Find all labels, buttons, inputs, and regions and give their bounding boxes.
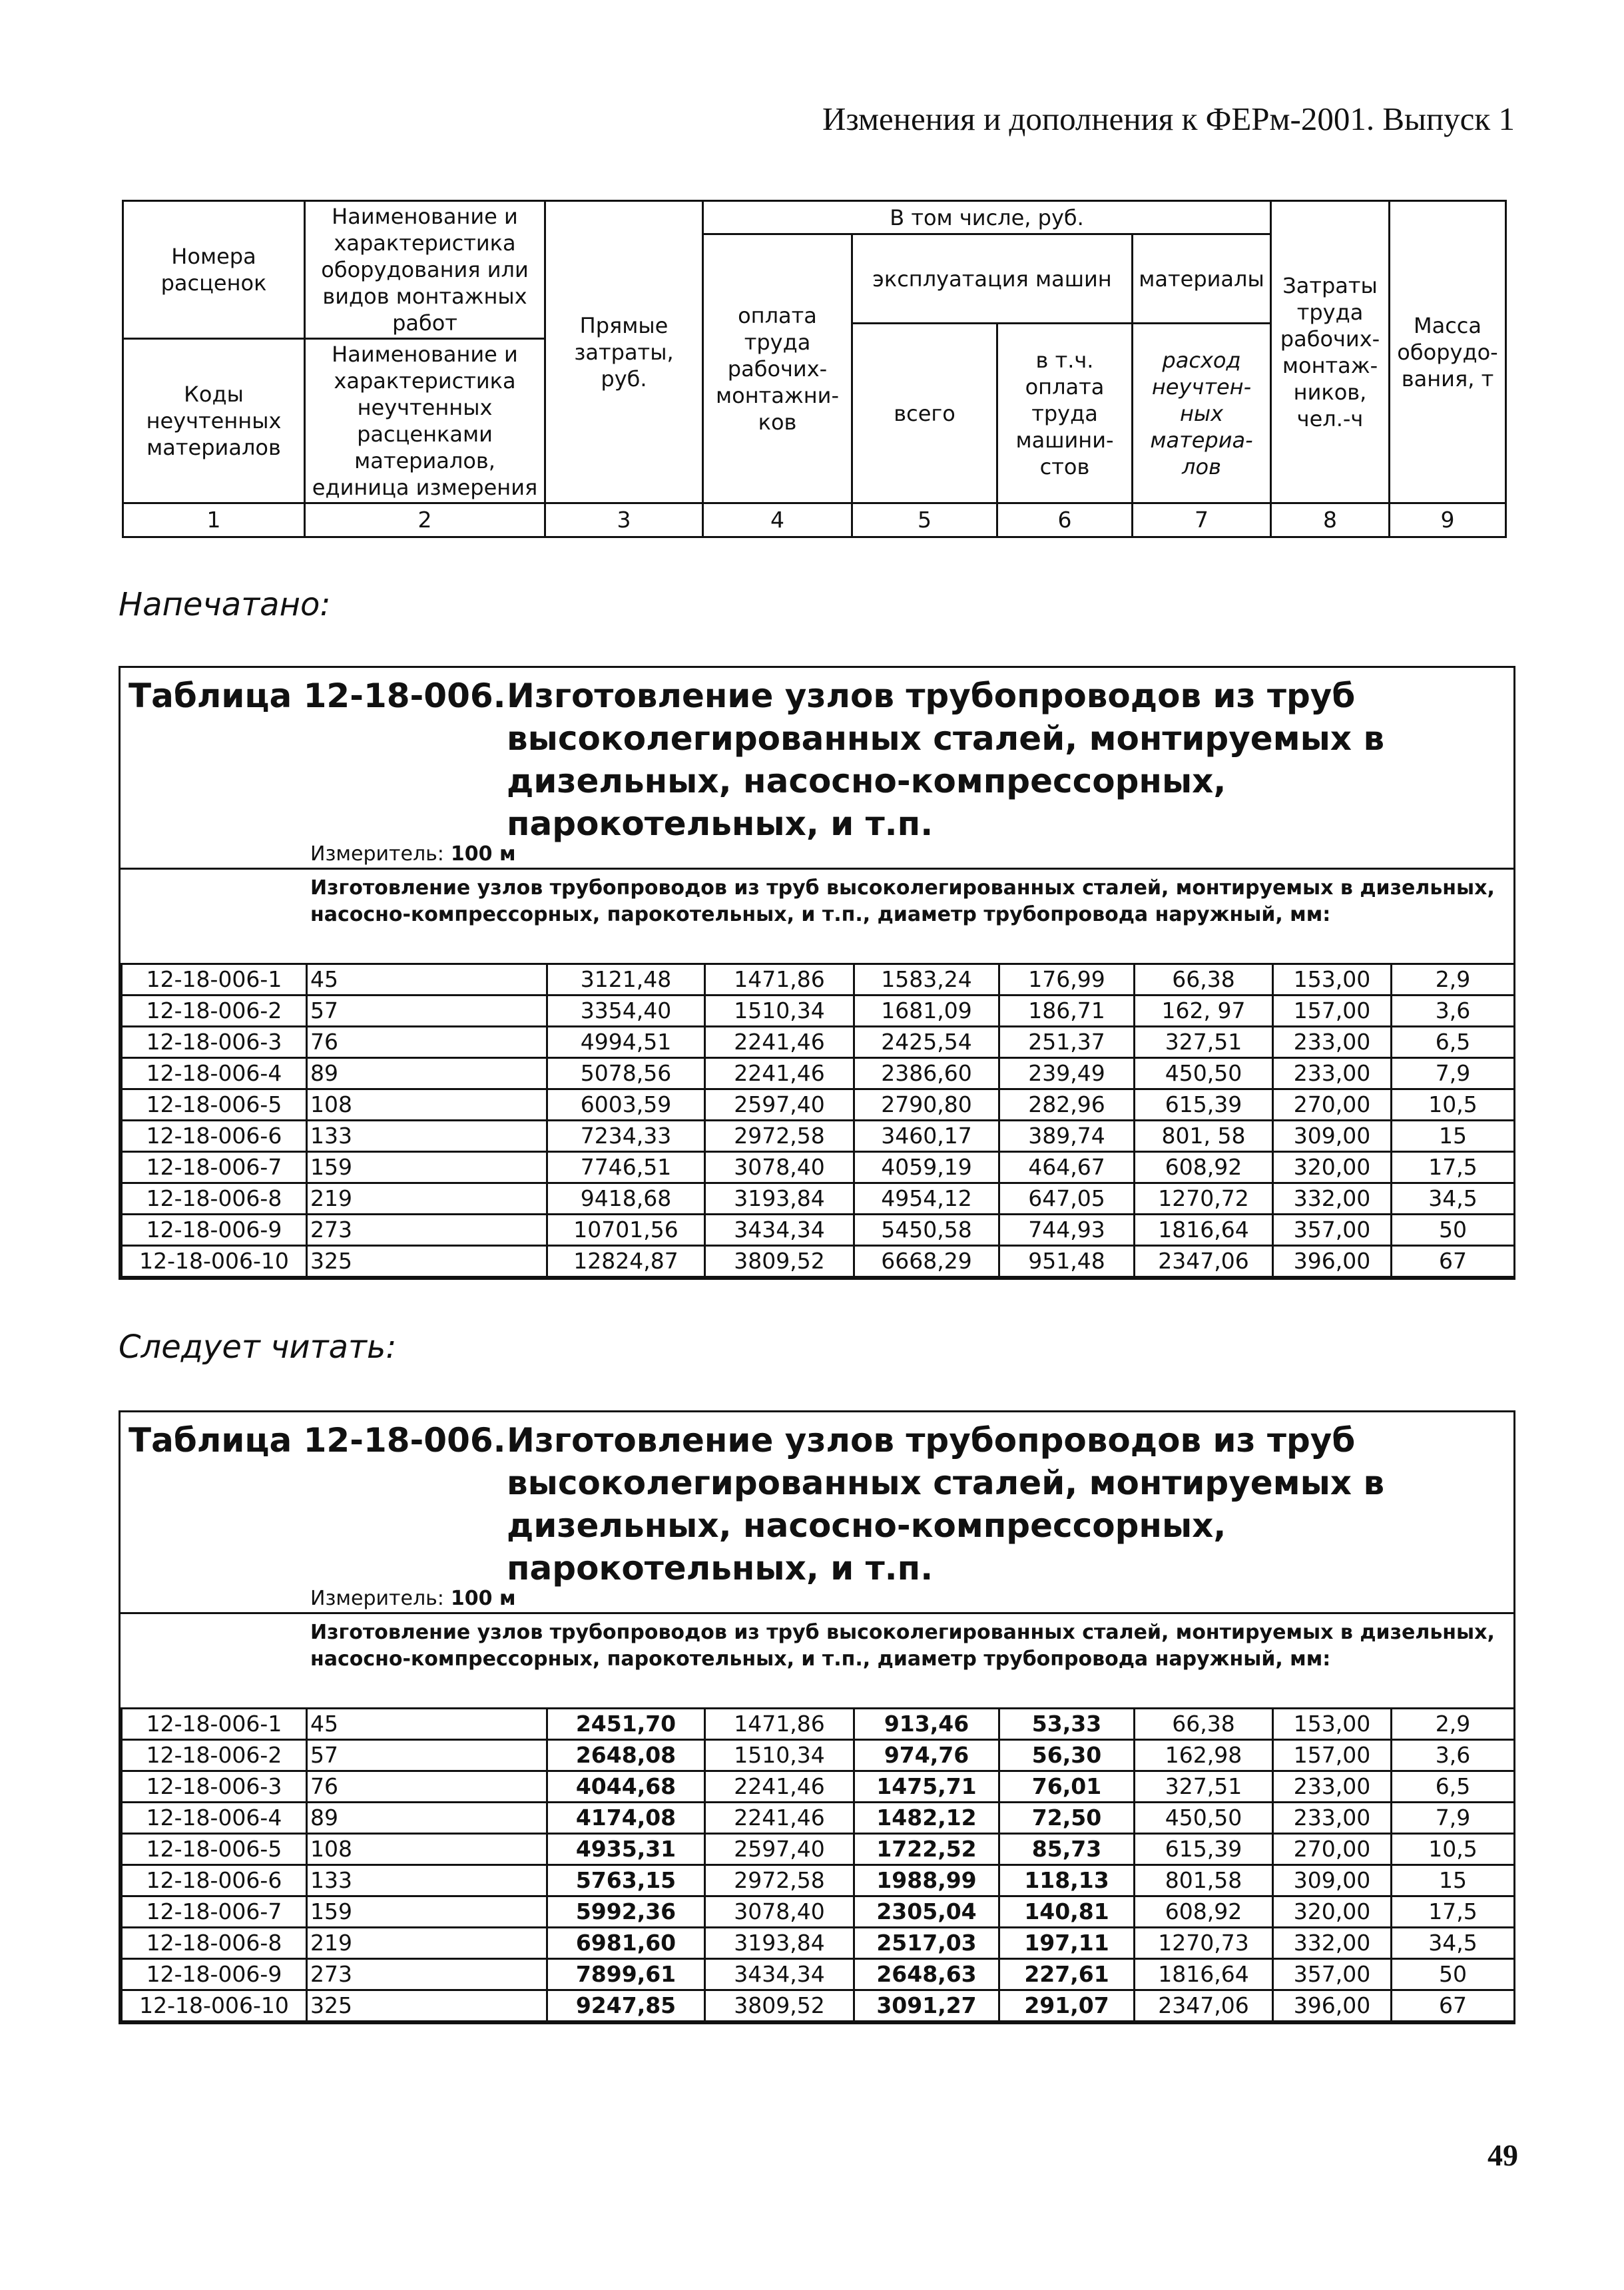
table-cell: 282,96 (999, 1089, 1135, 1121)
table-cell: 5450,58 (854, 1215, 999, 1246)
column-number: 8 (1271, 503, 1390, 537)
table-cell: 2648,08 (547, 1740, 705, 1771)
table-cell: 1471,86 (705, 1709, 854, 1740)
table-cell: 389,74 (999, 1121, 1135, 1152)
table-cell: 357,00 (1273, 1959, 1392, 1990)
header-machines: эксплуатация машин (852, 234, 1133, 324)
table-cell: 273 (307, 1215, 547, 1246)
table-row (122, 1990, 1515, 2022)
table-cell: 66,38 (1135, 1709, 1273, 1740)
printed-table (119, 666, 1515, 1280)
table-cell: 15 (1392, 1865, 1515, 1896)
table-cell: 309,00 (1273, 1121, 1392, 1152)
table-cell: 5078,56 (547, 1058, 705, 1089)
header-labor-hours: Затраты труда рабочих-монтаж-ников, чел.-ч (1271, 201, 1390, 503)
table-cell: 72,50 (999, 1803, 1135, 1834)
column-number: 2 (305, 503, 545, 537)
printed-rows-table (121, 963, 1515, 1278)
measure-value: 100 м (450, 1587, 516, 1610)
table-cell: 2425,54 (854, 1027, 999, 1058)
table-cell: 34,5 (1392, 1183, 1515, 1215)
table-cell: 3,6 (1392, 1740, 1515, 1771)
table-cell: 273 (307, 1959, 547, 1990)
table-cell: 9247,85 (547, 1990, 705, 2022)
table-cell: 197,11 (999, 1928, 1135, 1959)
table-cell: 1681,09 (854, 996, 999, 1027)
table-cell: 12-18-006-5 (122, 1089, 307, 1121)
table-cell: 12-18-006-2 (122, 996, 307, 1027)
table-cell: 608,92 (1135, 1152, 1273, 1183)
table-cell: 34,5 (1392, 1928, 1515, 1959)
table-cell: 57 (307, 1740, 547, 1771)
table-cell: 3078,40 (705, 1896, 854, 1928)
table-cell: 2972,58 (705, 1121, 854, 1152)
table-row (122, 996, 1515, 1027)
table-cell: 320,00 (1273, 1152, 1392, 1183)
table-cell: 464,67 (999, 1152, 1135, 1183)
table-cell: 2241,46 (705, 1803, 854, 1834)
table-cell: 4954,12 (854, 1183, 999, 1215)
table-cell: 2347,06 (1135, 1990, 1273, 2022)
table-cell: 10,5 (1392, 1834, 1515, 1865)
table-row (122, 1834, 1515, 1865)
table-cell: 1510,34 (705, 1740, 854, 1771)
table-cell: 219 (307, 1928, 547, 1959)
table-cell: 45 (307, 964, 547, 996)
table-title-body: Изготовление узлов трубопроводов из труб высоколегированных сталей, монтируемых в дизельных, насосно-компрессорных, парокотельных, и т.п. (507, 677, 1385, 843)
table-cell: 1270,73 (1135, 1928, 1273, 1959)
group-heading (121, 1612, 1513, 1707)
table-cell: 2386,60 (854, 1058, 999, 1089)
group-heading-text: Изготовление узлов трубопроводов из труб высоколегированных сталей, монтируемых в дизельных, насосно-компрессорных, парокотельных, и т.п., диаметр трубопровода наружный, мм: (310, 1621, 1495, 1671)
table-cell: 233,00 (1273, 1058, 1392, 1089)
table-title-prefix: Таблица 12-18-006. (129, 677, 506, 715)
table-cell: 450,50 (1135, 1803, 1273, 1834)
table-cell: 325 (307, 1990, 547, 2022)
table-cell: 53,33 (999, 1709, 1135, 1740)
table-cell: 12824,87 (547, 1246, 705, 1277)
table-cell: 1583,24 (854, 964, 999, 996)
table-cell: 1471,86 (705, 964, 854, 996)
table-cell: 1482,12 (854, 1803, 999, 1834)
table-cell: 153,00 (1273, 964, 1392, 996)
table-cell: 320,00 (1273, 1896, 1392, 1928)
table-cell: 2648,63 (854, 1959, 999, 1990)
column-number: 3 (545, 503, 703, 537)
corrected-table-title (121, 1412, 1513, 1612)
table-cell: 309,00 (1273, 1865, 1392, 1896)
table-cell: 1816,64 (1135, 1215, 1273, 1246)
table-cell: 50 (1392, 1959, 1515, 1990)
table-title-prefix: Таблица 12-18-006. (129, 1421, 506, 1460)
table-cell: 9418,68 (547, 1183, 705, 1215)
header-materials: материалы (1133, 234, 1271, 324)
table-cell: 4994,51 (547, 1027, 705, 1058)
table-cell: 5992,36 (547, 1896, 705, 1928)
table-row (122, 1740, 1515, 1771)
table-cell: 251,37 (999, 1027, 1135, 1058)
table-cell: 7899,61 (547, 1959, 705, 1990)
table-cell: 327,51 (1135, 1771, 1273, 1803)
table-cell: 10701,56 (547, 1215, 705, 1246)
table-cell: 12-18-006-1 (122, 1709, 307, 1740)
table-cell: 50 (1392, 1215, 1515, 1246)
table-cell: 270,00 (1273, 1834, 1392, 1865)
table-cell: 3091,27 (854, 1990, 999, 2022)
table-row (122, 1152, 1515, 1183)
table-row (122, 964, 1515, 996)
table-cell: 332,00 (1273, 1928, 1392, 1959)
table-cell: 6003,59 (547, 1089, 705, 1121)
table-cell: 12-18-006-4 (122, 1803, 307, 1834)
corrected-table (119, 1410, 1515, 2024)
table-cell: 4174,08 (547, 1803, 705, 1834)
header-materials-usage: расход неучтен-ных материа-лов (1133, 324, 1271, 503)
table-cell: 108 (307, 1834, 547, 1865)
header-machines-total: всего (852, 324, 997, 503)
column-number: 4 (703, 503, 852, 537)
table-cell: 162,98 (1135, 1740, 1273, 1771)
table-row (122, 1183, 1515, 1215)
table-cell: 186,71 (999, 996, 1135, 1027)
table-cell: 2241,46 (705, 1058, 854, 1089)
table-cell: 159 (307, 1152, 547, 1183)
table-cell: 7,9 (1392, 1803, 1515, 1834)
table-cell: 17,5 (1392, 1152, 1515, 1183)
header-machinist-pay: в т.ч. оплата труда машини-стов (997, 324, 1133, 503)
table-cell: 647,05 (999, 1183, 1135, 1215)
table-cell: 450,50 (1135, 1058, 1273, 1089)
table-cell: 239,49 (999, 1058, 1135, 1089)
header-in-total: В том числе, руб. (703, 201, 1271, 234)
header-direct-costs: Прямые затраты, руб. (545, 201, 703, 503)
table-cell: 1510,34 (705, 996, 854, 1027)
table-cell: 56,30 (999, 1740, 1135, 1771)
table-cell: 133 (307, 1865, 547, 1896)
table-cell: 357,00 (1273, 1215, 1392, 1246)
table-cell: 12-18-006-7 (122, 1152, 307, 1183)
table-cell: 270,00 (1273, 1089, 1392, 1121)
table-cell: 12-18-006-7 (122, 1896, 307, 1928)
table-cell: 1816,64 (1135, 1959, 1273, 1990)
table-cell: 17,5 (1392, 1896, 1515, 1928)
table-cell: 12-18-006-3 (122, 1027, 307, 1058)
table-cell: 2597,40 (705, 1089, 854, 1121)
table-cell: 913,46 (854, 1709, 999, 1740)
table-cell: 89 (307, 1803, 547, 1834)
table-cell: 801, 58 (1135, 1121, 1273, 1152)
table-cell: 85,73 (999, 1834, 1135, 1865)
table-cell: 325 (307, 1246, 547, 1277)
table-cell: 118,13 (999, 1865, 1135, 1896)
table-cell: 1722,52 (854, 1834, 999, 1865)
table-cell: 67 (1392, 1990, 1515, 2022)
table-cell: 157,00 (1273, 996, 1392, 1027)
table-cell: 176,99 (999, 964, 1135, 996)
table-cell: 66,38 (1135, 964, 1273, 996)
table-cell: 76 (307, 1771, 547, 1803)
table-cell: 744,93 (999, 1215, 1135, 1246)
table-cell: 12-18-006-1 (122, 964, 307, 996)
table-cell: 3121,48 (547, 964, 705, 996)
table-cell: 3354,40 (547, 996, 705, 1027)
table-cell: 951,48 (999, 1246, 1135, 1277)
table-cell: 12-18-006-6 (122, 1865, 307, 1896)
column-number: 7 (1133, 503, 1271, 537)
corrected-rows-table (121, 1707, 1515, 2022)
table-row (122, 1865, 1515, 1896)
table-row (122, 1803, 1515, 1834)
table-cell: 327,51 (1135, 1027, 1273, 1058)
table-cell: 4935,31 (547, 1834, 705, 1865)
table-cell: 153,00 (1273, 1709, 1392, 1740)
table-cell: 801,58 (1135, 1865, 1273, 1896)
table-cell: 140,81 (999, 1896, 1135, 1928)
table-cell: 6,5 (1392, 1027, 1515, 1058)
table-cell: 396,00 (1273, 1990, 1392, 2022)
table-cell: 15 (1392, 1121, 1515, 1152)
table-cell: 12-18-006-5 (122, 1834, 307, 1865)
header-material-name: Наименование и характеристика неучтенных расценками материалов, единица измерения (305, 339, 545, 503)
column-number: 6 (997, 503, 1133, 537)
table-cell: 219 (307, 1183, 547, 1215)
table-cell: 3460,17 (854, 1121, 999, 1152)
table-cell: 608,92 (1135, 1896, 1273, 1928)
table-cell: 12-18-006-8 (122, 1928, 307, 1959)
table-cell: 108 (307, 1089, 547, 1121)
table-cell: 7,9 (1392, 1058, 1515, 1089)
header-equipment-name: Наименование и характеристика оборудования или видов монтажных работ (305, 201, 545, 339)
header-labor-pay: оплата труда рабочих-монтажни-ков (703, 234, 852, 503)
measure (310, 1587, 516, 1610)
header-rate-numbers: Номера расценок (123, 201, 305, 339)
table-row (122, 1215, 1515, 1246)
table-cell: 2241,46 (705, 1771, 854, 1803)
measure-label: Измеритель: (310, 1587, 444, 1610)
table-cell: 6,5 (1392, 1771, 1515, 1803)
table-row (122, 1121, 1515, 1152)
table-cell: 2347,06 (1135, 1246, 1273, 1277)
header-material-codes: Коды неучтенных материалов (123, 339, 305, 503)
table-cell: 57 (307, 996, 547, 1027)
table-row (122, 1089, 1515, 1121)
table-cell: 3078,40 (705, 1152, 854, 1183)
table-cell: 76,01 (999, 1771, 1135, 1803)
table-cell: 157,00 (1273, 1740, 1392, 1771)
table-cell: 227,61 (999, 1959, 1135, 1990)
table-cell: 233,00 (1273, 1803, 1392, 1834)
measure-label: Измеритель: (310, 842, 444, 866)
column-number: 5 (852, 503, 997, 537)
table-cell: 3434,34 (705, 1959, 854, 1990)
table-cell: 6668,29 (854, 1246, 999, 1277)
table-cell: 3809,52 (705, 1990, 854, 2022)
table-cell: 7234,33 (547, 1121, 705, 1152)
table-cell: 974,76 (854, 1740, 999, 1771)
table-cell: 133 (307, 1121, 547, 1152)
measure (310, 842, 516, 866)
table-cell: 1988,99 (854, 1865, 999, 1896)
column-number: 9 (1390, 503, 1506, 537)
printed-table-title (121, 668, 1513, 868)
table-cell: 4059,19 (854, 1152, 999, 1183)
table-row (122, 1058, 1515, 1089)
table-cell: 233,00 (1273, 1771, 1392, 1803)
table-cell: 12-18-006-9 (122, 1959, 307, 1990)
table-title-body: Изготовление узлов трубопроводов из труб высоколегированных сталей, монтируемых в дизельных, насосно-компрессорных, парокотельных, и т.п. (507, 1421, 1385, 1587)
table-cell: 2790,80 (854, 1089, 999, 1121)
table-cell: 12-18-006-8 (122, 1183, 307, 1215)
table-cell: 1475,71 (854, 1771, 999, 1803)
table-cell: 12-18-006-6 (122, 1121, 307, 1152)
table-row (122, 1246, 1515, 1277)
table-cell: 1270,72 (1135, 1183, 1273, 1215)
table-cell: 615,39 (1135, 1834, 1273, 1865)
table-cell: 2972,58 (705, 1865, 854, 1896)
table-cell: 3,6 (1392, 996, 1515, 1027)
table-cell: 233,00 (1273, 1027, 1392, 1058)
table-cell: 3193,84 (705, 1183, 854, 1215)
table-cell: 6981,60 (547, 1928, 705, 1959)
column-header-table (122, 200, 1507, 538)
table-cell: 12-18-006-3 (122, 1771, 307, 1803)
page-number: 49 (1488, 2138, 1518, 2172)
table-cell: 2451,70 (547, 1709, 705, 1740)
table-cell: 615,39 (1135, 1089, 1273, 1121)
table-cell: 67 (1392, 1246, 1515, 1277)
table-cell: 89 (307, 1058, 547, 1089)
table-cell: 12-18-006-10 (122, 1990, 307, 2022)
group-heading (121, 868, 1513, 963)
table-cell: 396,00 (1273, 1246, 1392, 1277)
group-heading-text: Изготовление узлов трубопроводов из труб высоколегированных сталей, монтируемых в дизельных, насосно-компрессорных, парокотельных, и т.п., диаметр трубопровода наружный, мм: (310, 876, 1495, 926)
read-label: Следует читать: (119, 1328, 397, 1366)
table-cell: 3809,52 (705, 1246, 854, 1277)
table-cell: 162, 97 (1135, 996, 1273, 1027)
column-number: 1 (123, 503, 305, 537)
table-row (122, 1896, 1515, 1928)
table-row (122, 1709, 1515, 1740)
table-cell: 7746,51 (547, 1152, 705, 1183)
table-cell: 4044,68 (547, 1771, 705, 1803)
table-cell: 3193,84 (705, 1928, 854, 1959)
table-cell: 159 (307, 1896, 547, 1928)
table-cell: 2241,46 (705, 1027, 854, 1058)
table-row (122, 1959, 1515, 1990)
table-cell: 3434,34 (705, 1215, 854, 1246)
running-head: Изменения и дополнения к ФЕРм-2001. Выпуск 1 (822, 101, 1515, 137)
table-row (122, 1928, 1515, 1959)
header-equipment-mass: Масса оборудо-вания, т (1390, 201, 1506, 503)
table-cell: 5763,15 (547, 1865, 705, 1896)
printed-label: Напечатано: (119, 586, 331, 623)
table-cell: 332,00 (1273, 1183, 1392, 1215)
table-cell: 2305,04 (854, 1896, 999, 1928)
table-cell: 291,07 (999, 1990, 1135, 2022)
table-cell: 12-18-006-9 (122, 1215, 307, 1246)
table-row (122, 1027, 1515, 1058)
table-cell: 2,9 (1392, 964, 1515, 996)
table-row (122, 1771, 1515, 1803)
table-cell: 2597,40 (705, 1834, 854, 1865)
table-cell: 2517,03 (854, 1928, 999, 1959)
measure-value: 100 м (450, 842, 516, 866)
table-cell: 12-18-006-10 (122, 1246, 307, 1277)
table-cell: 12-18-006-4 (122, 1058, 307, 1089)
table-cell: 2,9 (1392, 1709, 1515, 1740)
header-column-numbers (123, 503, 1506, 537)
table-cell: 45 (307, 1709, 547, 1740)
table-cell: 10,5 (1392, 1089, 1515, 1121)
table-cell: 76 (307, 1027, 547, 1058)
table-cell: 12-18-006-2 (122, 1740, 307, 1771)
